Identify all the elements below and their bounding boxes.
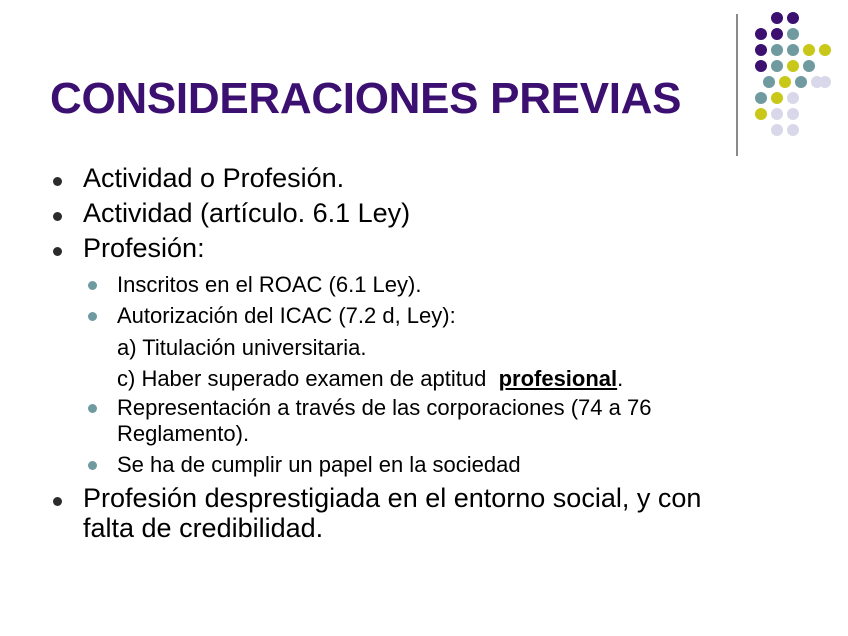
list-item: Actividad o Profesión. [83,163,345,193]
sub-list-item: Se ha de cumplir un papel en la sociedad [117,452,521,477]
decorative-dot [755,28,767,40]
list-item-line: Profesión desprestigiada en el entorno social, y con [83,483,702,513]
bullet-icon [53,247,62,256]
decorative-dot [819,76,831,88]
sub-bullet-icon [88,312,97,321]
decorative-dot [755,44,767,56]
sub-list-item: Autorización del ICAC (7.2 d, Ley): [117,303,456,328]
decorative-dot [771,60,783,72]
decorative-dot [803,60,815,72]
decorative-dot [755,60,767,72]
decorative-dot [763,76,775,88]
decorative-dot [771,108,783,120]
list-item: Actividad (artículo. 6.1 Ley) [83,198,411,228]
sub-list-item: Inscritos en el ROAC (6.1 Ley). [117,272,422,297]
bullet-icon [53,177,62,186]
decorative-dot [755,92,767,104]
decorative-dot [787,44,799,56]
decorative-dot [787,92,799,104]
decorative-dot [771,124,783,136]
emphasis-text: profesional [498,366,618,391]
list-item-line: falta de credibilidad. [83,513,324,543]
decorative-dot [771,92,783,104]
sub-text-suffix: . [617,366,624,391]
decorative-dot [787,124,799,136]
sub-bullet-icon [88,404,97,413]
bullet-icon [53,212,62,221]
list-item [83,483,701,543]
decorative-dot [819,44,831,56]
decorative-dot [787,28,799,40]
slide-title: CONSIDERACIONES PREVIAS [50,74,682,123]
decorative-dot [787,60,799,72]
decorative-dot [771,12,783,24]
decorative-dot [803,44,815,56]
sub-list-item-line: Representación a través de las corporaciones (74 a 76 [117,395,652,420]
decorative-dot [779,76,791,88]
list-item: Profesión: [83,233,205,263]
decorative-dot [771,28,783,40]
decorative-dot [795,76,807,88]
decorative-dot [787,12,799,24]
divider-line [736,14,738,156]
sub-list-text: a) Titulación universitaria. [117,335,367,360]
sub-bullet-icon [88,461,97,470]
sub-list-text [117,366,623,392]
decorative-dot [771,44,783,56]
sub-list-item [117,395,651,447]
sub-list-item-line: Reglamento). [117,421,250,446]
decorative-dot [787,108,799,120]
decorative-dot [755,108,767,120]
sub-bullet-icon [88,281,97,290]
bullet-icon [53,497,62,506]
sub-text-prefix: c) Haber superado examen de aptitud [117,366,499,391]
